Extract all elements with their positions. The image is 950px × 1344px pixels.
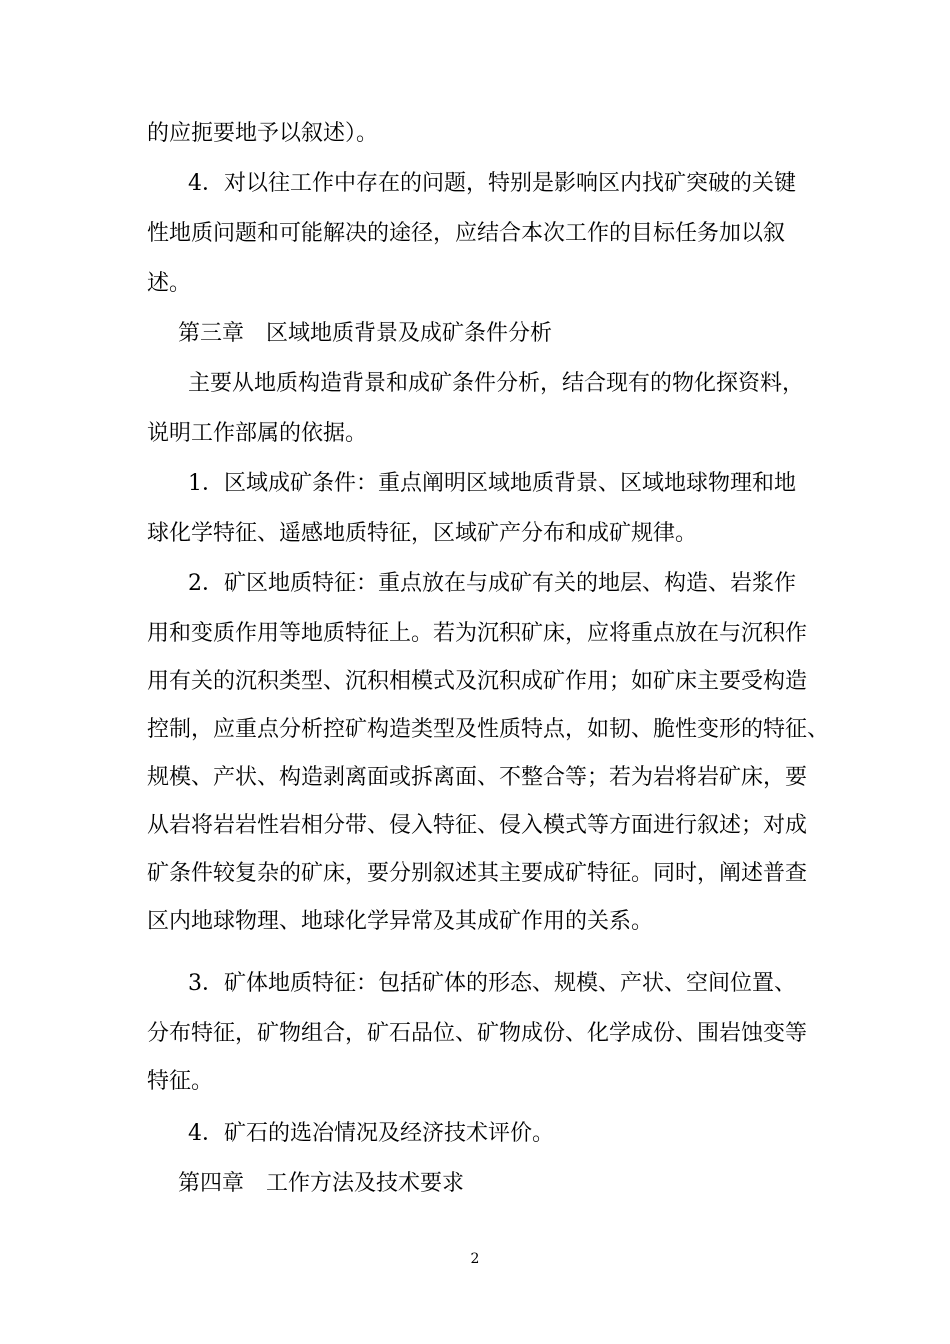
paragraph: [0, 610, 950, 946]
text-line: 1．区域成矿条件：重点阐明区域地质背景、区域地球物理和地: [188, 471, 796, 496]
paragraph: [0, 410, 950, 458]
paragraph: [0, 360, 950, 408]
text-line: 用和变质作用等地质特征上。若为沉积矿床，应将重点放在与沉积作: [147, 621, 808, 646]
paragraph: [0, 1160, 950, 1208]
paragraph: [0, 260, 950, 308]
text-line: 述。: [147, 271, 192, 296]
paragraph: [0, 460, 950, 508]
text-line: 主要从地质构造背景和成矿条件分析，结合现有的物化探资料，: [188, 371, 805, 396]
paragraph: [0, 1110, 950, 1158]
text-line: 用有关的沉积类型、沉积相模式及沉积成矿作用；如矿床主要受构造: [147, 669, 808, 694]
paragraph: [0, 510, 950, 558]
paragraph: [0, 1010, 950, 1106]
page-number: 2: [470, 1251, 480, 1267]
text-line: 球化学特征、遥感地质特征，区域矿产分布和成矿规律。: [147, 521, 698, 546]
text-line: 第三章 区域地质背景及成矿条件分析: [178, 321, 553, 346]
text-line: 4．矿石的选冶情况及经济技术评价。: [188, 1121, 554, 1146]
paragraph: [0, 160, 950, 208]
text-line: 说明工作部属的依据。: [147, 421, 368, 446]
text-line: 从岩将岩岩性岩相分带、侵入特征、侵入模式等方面进行叙述；对成: [147, 813, 808, 838]
text-line: 分布特征，矿物组合，矿石品位、矿物成份、化学成份、围岩蚀变等: [147, 1021, 808, 1046]
paragraph: [0, 310, 950, 358]
paragraph: [0, 560, 950, 608]
paragraph: [0, 210, 950, 258]
paragraph: [0, 960, 950, 1008]
text-line: 的应扼要地予以叙述）。: [147, 121, 379, 146]
text-line: 第四章 工作方法及技术要求: [178, 1171, 465, 1196]
text-line: 4．对以往工作中存在的问题，特别是影响区内找矿突破的关键: [188, 171, 796, 196]
text-line: 性地质问题和可能解决的途径，应结合本次工作的目标任务加以叙: [147, 221, 786, 246]
paragraph: [0, 110, 950, 158]
text-line: 区内地球物理、地球化学异常及其成矿作用的关系。: [147, 909, 654, 934]
text-line: 控制，应重点分析控矿构造类型及性质特点，如韧、脆性变形的特征、: [147, 717, 830, 742]
text-line: 2．矿区地质特征：重点放在与成矿有关的地层、构造、岩浆作: [188, 571, 796, 596]
text-line: 特征。: [147, 1069, 214, 1094]
text-line: 3．矿体地质特征：包括矿体的形态、规模、产状、空间位置、: [188, 971, 796, 996]
text-line: 规模、产状、构造剥离面或拆离面、不整合等；若为岩将岩矿床，要: [147, 765, 808, 790]
text-line: 矿条件较复杂的矿床，要分别叙述其主要成矿特征。同时，阐述普查: [147, 861, 808, 886]
